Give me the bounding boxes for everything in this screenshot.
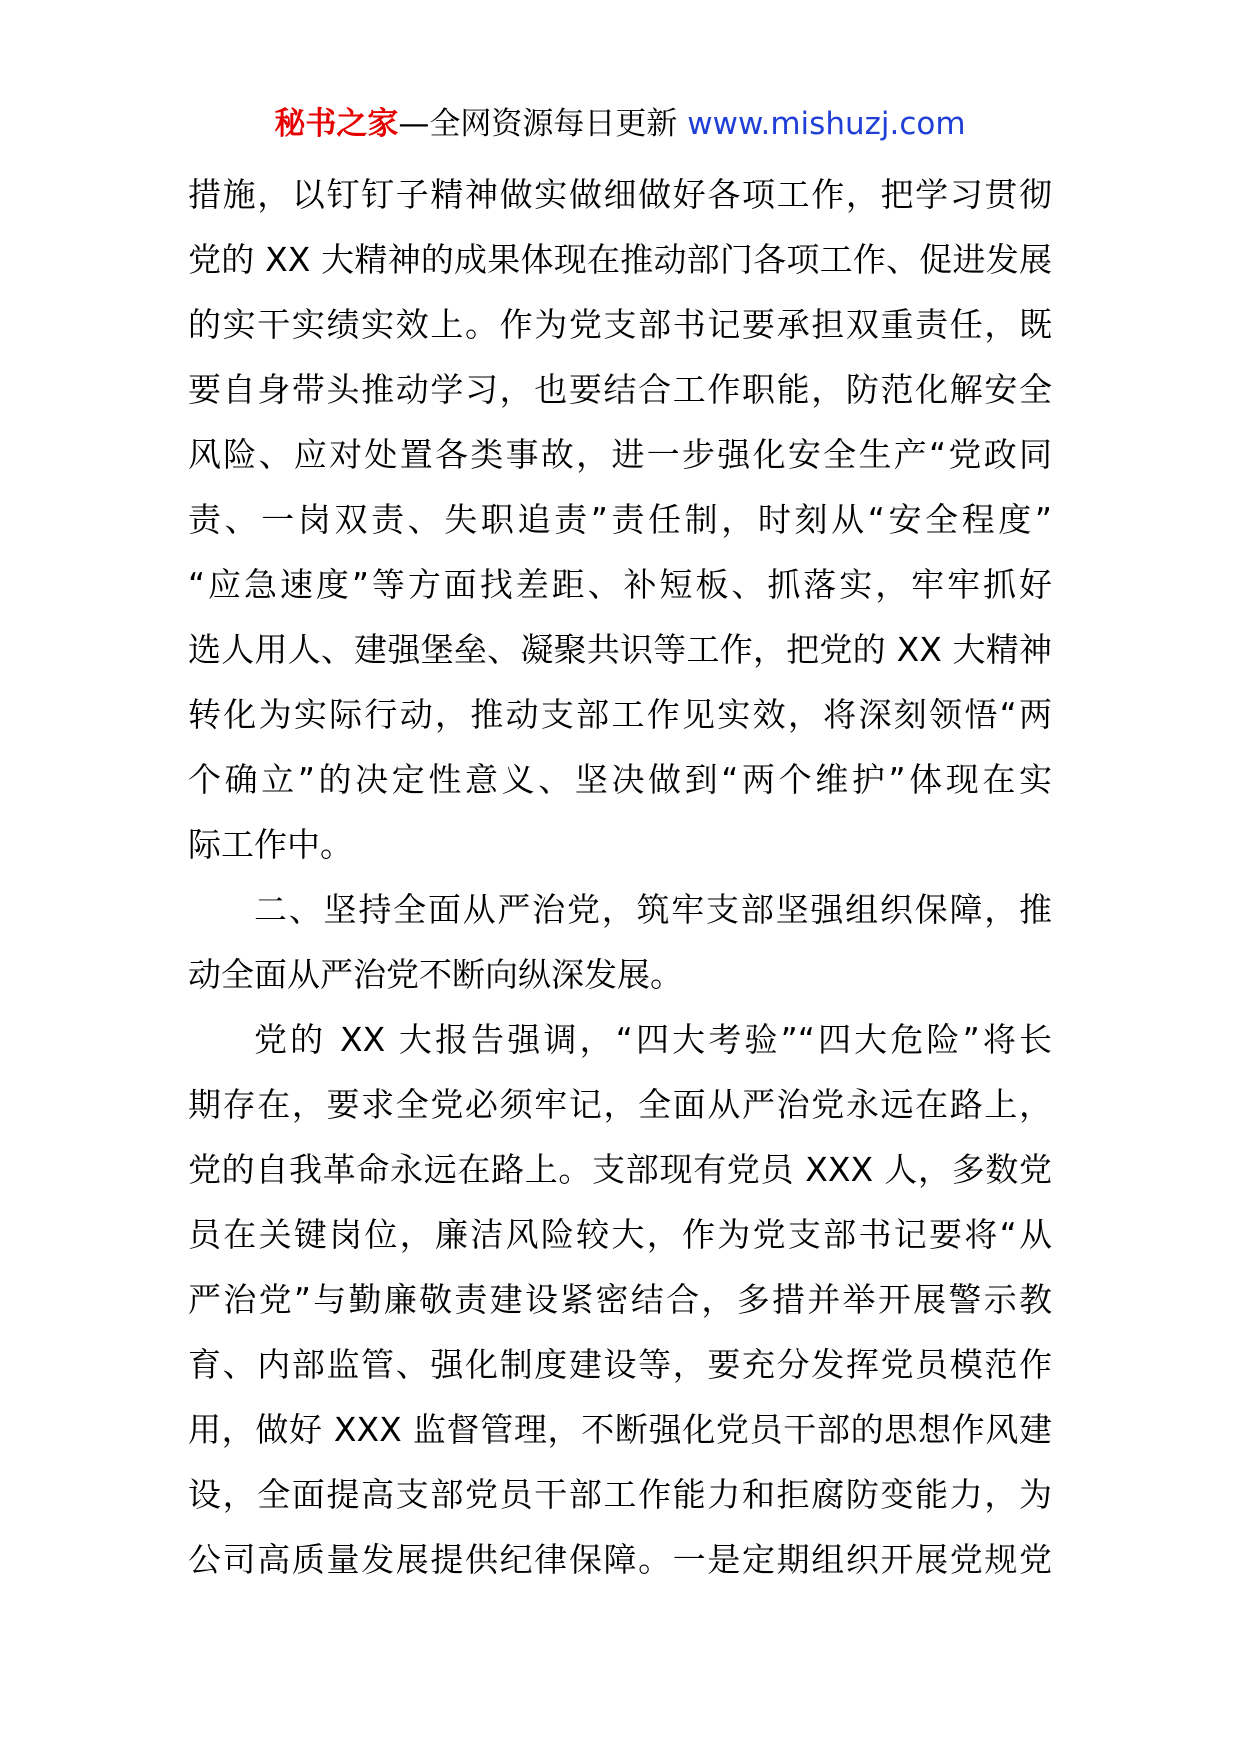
text-line: 育、内部监管、强化制度建设等，要充分发挥党员模范作 [188, 1345, 1052, 1384]
text-line: 党的 XX 大精神的成果体现在推动部门各项工作、促进发展 [188, 240, 1052, 279]
text-line: 设，全面提高支部党员干部工作能力和拒腐防变能力，为 [188, 1475, 1052, 1514]
header-tagline: —全网资源每日更新 [398, 106, 688, 142]
text-line: 责、一岗双责、失职追责”责任制，时刻从“安全程度” [188, 500, 1052, 539]
site-header [0, 104, 1240, 144]
text-line: 转化为实际行动，推动支部工作见实效，将深刻领悟“两 [188, 695, 1052, 734]
document-body [188, 162, 1052, 1592]
text-line: 措施，以钉钉子精神做实做细做好各项工作，把学习贯彻 [188, 175, 1052, 214]
text-line: 个确立”的决定性意义、坚决做到“两个维护”体现在实 [188, 760, 1052, 799]
text-line: 党的 XX 大报告强调，“四大考验”“四大危险”将长 [254, 1020, 1052, 1059]
text-line: “应急速度”等方面找差距、补短板、抓落实，牢牢抓好 [188, 565, 1052, 604]
brand-name: 秘书之家 [274, 106, 399, 142]
text-line: 公司高质量发展提供纪律保障。一是定期组织开展党规党 [188, 1540, 1052, 1579]
text-line: 党的自我革命永远在路上。支部现有党员 XXX 人，多数党 [188, 1150, 1052, 1189]
text-line: 的实干实绩实效上。作为党支部书记要承担双重责任，既 [188, 305, 1052, 344]
site-url: www.mishuzj.com [687, 106, 966, 142]
text-line: 员在关键岗位，廉洁风险较大，作为党支部书记要将“从 [188, 1215, 1052, 1254]
text-line: 用，做好 XXX 监督管理，不断强化党员干部的思想作风建 [188, 1410, 1052, 1449]
text-line: 际工作中。 [188, 825, 353, 864]
section-heading-line: 二、坚持全面从严治党，筑牢支部坚强组织保障，推 [254, 890, 1052, 929]
text-line: 严治党”与勤廉敬责建设紧密结合，多措并举开展警示教 [188, 1280, 1052, 1319]
text-line: 风险、应对处置各类事故，进一步强化安全生产“党政同 [188, 435, 1052, 474]
text-line: 要自身带头推动学习，也要结合工作职能，防范化解安全 [188, 370, 1052, 409]
text-line: 选人用人、建强堡垒、凝聚共识等工作，把党的 XX 大精神 [188, 630, 1052, 669]
text-line: 期存在，要求全党必须牢记，全面从严治党永远在路上， [188, 1085, 1052, 1124]
section-heading-line: 动全面从严治党不断向纵深发展。 [188, 955, 683, 994]
